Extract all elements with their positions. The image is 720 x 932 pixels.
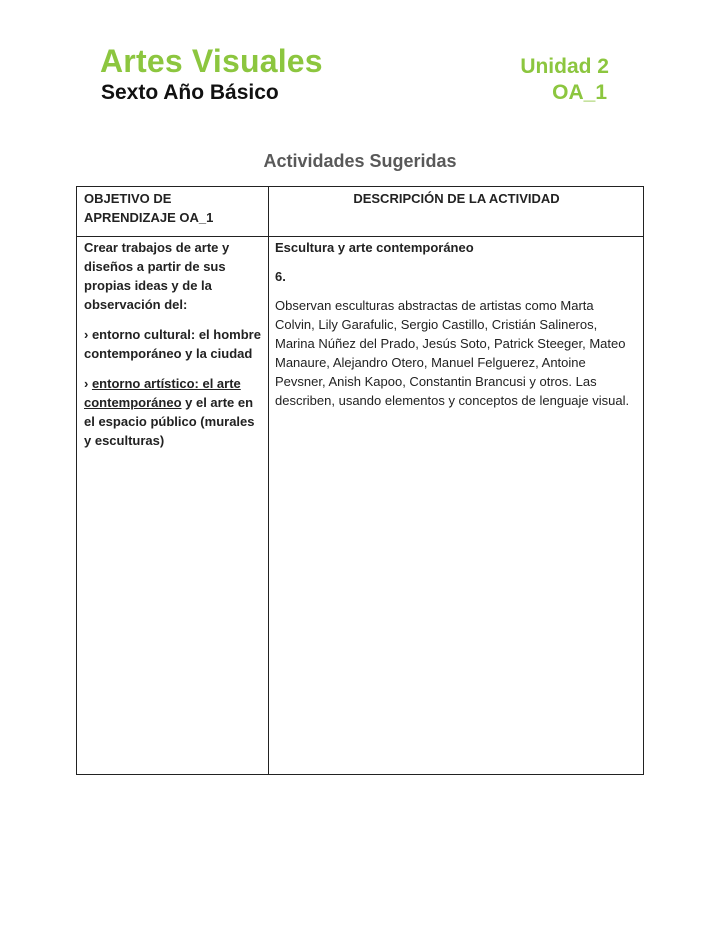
objective-item-artistic [84, 374, 262, 450]
objective-item-cultural: › entorno cultural: el hombre contemporáneo y la ciudad [84, 327, 261, 361]
activity-number: 6. [275, 269, 286, 284]
activity-cell [275, 238, 635, 410]
objective-item-artistic-bullet: › [84, 376, 92, 391]
header-row-divider [77, 236, 643, 237]
activity-table [76, 186, 644, 775]
objective-intro: Crear trabajos de arte y diseños a partir de sus propias ideas y de la observación del: [84, 240, 230, 312]
subject-title: Artes Visuales [100, 43, 323, 79]
objective-item-artistic-underlined: entorno artístico: el arte contemporáneo [84, 376, 241, 410]
section-title: Actividades Sugeridas [263, 151, 457, 171]
objective-column-header: OBJETIVO DE APRENDIZAJE OA_1 [84, 191, 214, 225]
description-column-header: DESCRIPCIÓN DE LA ACTIVIDAD [353, 191, 560, 206]
objective-cell [84, 238, 262, 461]
oa-label: OA_1 [552, 81, 607, 104]
grade-title: Sexto Año Básico [101, 81, 279, 104]
activity-description: Observan esculturas abstractas de artistas como Marta Colvin, Lily Garafulic, Sergio Castillo, Cristián Salineros, Marina Núñez del Prado, Jesús Soto, Patrick Steeger, Mateo Manaure, Alejandro Otero, Manuel Felguerez, Antoine Pevsner, Anish Kapoo, Constantin Brancusi y otros. Las describen, usando elementos y conceptos de lenguaje visual. [275, 298, 630, 408]
objective-item-artistic-rest: y el arte en el espacio público (murales y esculturas) [84, 395, 255, 448]
column-divider [268, 187, 269, 774]
activity-title: Escultura y arte contemporáneo [275, 240, 474, 255]
unit-label: Unidad 2 [520, 55, 609, 78]
